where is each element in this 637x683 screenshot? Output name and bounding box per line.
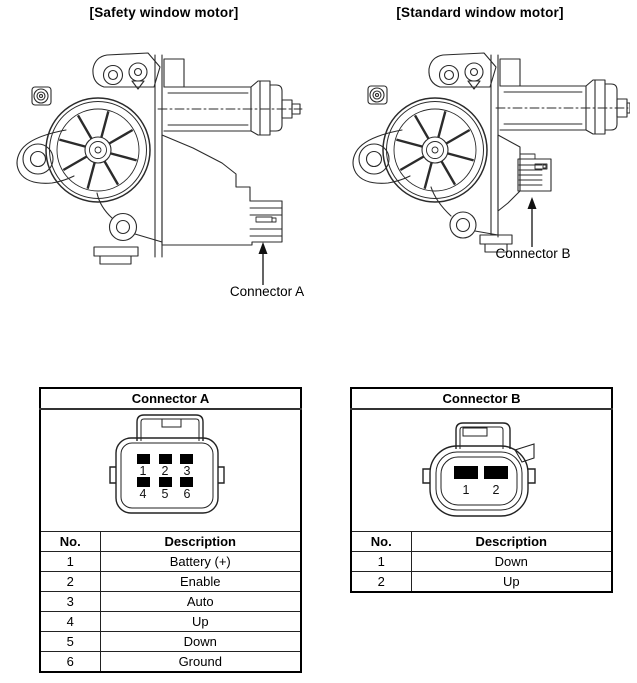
connector-a-face-diagram	[41, 410, 300, 526]
pin-desc-cell: Ground	[100, 652, 301, 673]
pin-desc-cell: Battery (+)	[100, 552, 301, 572]
pin-desc-cell: Up	[100, 612, 301, 632]
pin-number: 2	[492, 483, 500, 497]
pin-rect-2	[159, 454, 172, 464]
pin-number: 3	[183, 464, 191, 478]
pin-rect-5	[159, 477, 172, 487]
pin-row	[351, 552, 612, 572]
connector-b-callout-label: Connector B	[495, 246, 571, 261]
pin-desc-cell: Auto	[100, 592, 301, 612]
gearbox	[498, 135, 520, 211]
col-header-no: No.	[40, 532, 100, 552]
pin-grid	[454, 466, 508, 479]
col-header-description: Description	[100, 532, 301, 552]
connector-a-block	[250, 201, 282, 236]
pin-rect-1	[454, 466, 478, 479]
diagram-row	[40, 409, 301, 532]
connector-b-block	[518, 154, 551, 191]
connector-b-callout	[495, 197, 570, 261]
pin-row	[40, 612, 301, 632]
connector-b-diagram-cell	[351, 409, 612, 532]
connector-b-face-diagram	[352, 410, 611, 526]
pin-rect-3	[180, 454, 193, 464]
figure-title-safety: [Safety window motor]	[89, 5, 239, 20]
col-header-no: No.	[351, 532, 411, 552]
pin-desc-cell: Down	[100, 632, 301, 652]
gearbox	[162, 135, 282, 245]
pin-row	[40, 552, 301, 572]
connector-a-table-title: Connector A	[40, 388, 301, 409]
pin-rect-4	[137, 477, 150, 487]
pin-no-cell: 1	[351, 552, 411, 572]
connector-b-table	[350, 387, 613, 593]
pin-desc-cell: Up	[411, 572, 612, 593]
pin-rect-1	[137, 454, 150, 464]
pin-row	[40, 632, 301, 652]
diagram-row	[351, 409, 612, 532]
motor-body	[17, 53, 302, 264]
safety-motor-drawing	[8, 45, 308, 303]
pin-no-cell: 2	[351, 572, 411, 593]
pin-row	[351, 572, 612, 593]
arrowhead-icon	[259, 242, 268, 254]
col-header-description: Description	[411, 532, 612, 552]
connector-a-callout-label: Connector A	[229, 284, 305, 299]
pin-rect-6	[180, 477, 193, 487]
pin-rect-2	[484, 466, 508, 479]
column-header-row	[40, 532, 301, 552]
column-header-row	[351, 532, 612, 552]
pin-no-cell: 6	[40, 652, 100, 673]
gear-wheel	[383, 98, 487, 202]
standard-motor-drawing	[330, 45, 630, 263]
pin-number: 1	[139, 464, 147, 478]
connector-b-table-title: Connector B	[351, 388, 612, 409]
pin-desc-cell: Down	[411, 552, 612, 572]
table-title-row	[40, 388, 301, 409]
pin-no-cell: 4	[40, 612, 100, 632]
figure-title-standard: [Standard window motor]	[396, 5, 564, 20]
pin-number: 5	[161, 487, 169, 501]
connector-b-shell	[423, 423, 535, 516]
pin-row	[40, 592, 301, 612]
pin-row	[40, 652, 301, 673]
pin-no-cell: 2	[40, 572, 100, 592]
arrowhead-icon	[528, 197, 537, 209]
pin-row	[40, 572, 301, 592]
pin-no-cell: 5	[40, 632, 100, 652]
pin-number: 2	[161, 464, 169, 478]
table-title-row	[351, 388, 612, 409]
motor-body	[353, 53, 630, 252]
pin-no-cell: 1	[40, 552, 100, 572]
gear-wheel	[46, 98, 150, 202]
pin-numbers	[463, 483, 500, 497]
connector-a-table	[39, 387, 302, 673]
pin-number: 6	[183, 487, 191, 501]
pin-number: 1	[462, 483, 470, 497]
pin-number: 4	[139, 487, 147, 501]
pin-no-cell: 3	[40, 592, 100, 612]
connector-a-callout	[230, 242, 304, 299]
connector-a-diagram-cell	[40, 409, 301, 532]
pin-desc-cell: Enable	[100, 572, 301, 592]
